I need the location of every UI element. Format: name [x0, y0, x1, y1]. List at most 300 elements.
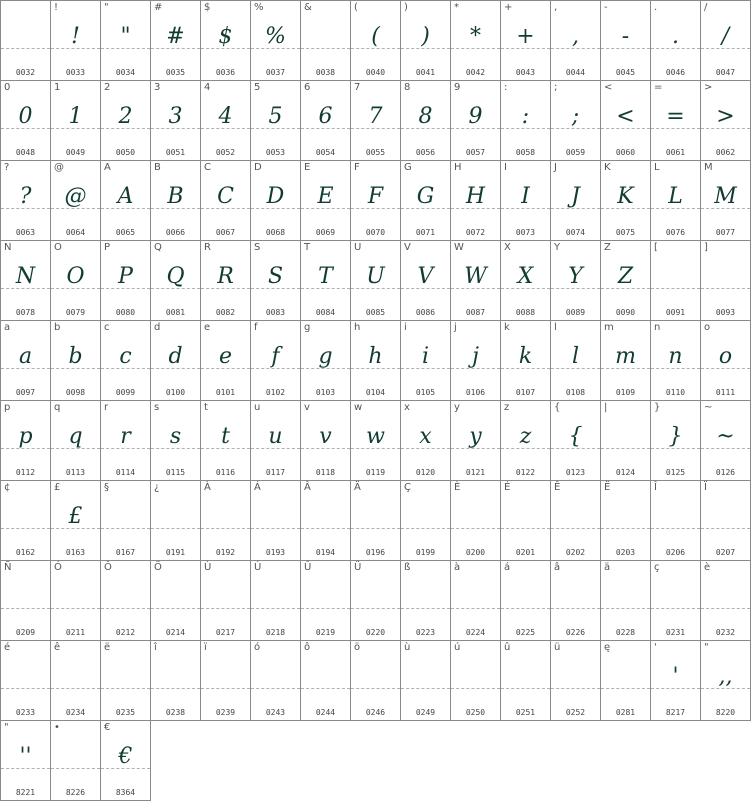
character-code: 0063 — [15, 228, 36, 237]
character-code: 0070 — [365, 228, 386, 237]
handwritten-glyph: ) — [421, 24, 430, 49]
character-label: ! — [54, 2, 59, 13]
handwritten-glyph: ; — [571, 104, 580, 129]
handwritten-glyph: U — [366, 264, 385, 289]
glyph-cell — [250, 240, 301, 321]
handwritten-glyph: X — [517, 264, 534, 289]
character-code: 0193 — [265, 548, 286, 557]
character-code: 0214 — [165, 628, 186, 637]
handwritten-glyph — [1, 575, 50, 619]
glyph-cell — [300, 640, 351, 721]
character-code: 0088 — [515, 308, 536, 317]
character-label: ¢ — [4, 482, 11, 493]
character-code: 0115 — [165, 468, 186, 477]
character-code: 0056 — [415, 148, 436, 157]
glyph-cell — [150, 240, 201, 321]
character-code: 0281 — [615, 708, 636, 717]
character-label: a — [4, 322, 11, 333]
character-code: 0079 — [65, 308, 86, 317]
glyph-cell — [700, 480, 751, 561]
handwritten-glyph: B — [167, 184, 184, 209]
character-code: 0251 — [515, 708, 536, 717]
handwritten-glyph: 9 — [468, 104, 483, 129]
character-code: 0049 — [65, 148, 86, 157]
glyph-cell — [250, 560, 301, 641]
handwritten-glyph: 7 — [368, 104, 383, 129]
glyph-cell — [350, 640, 401, 721]
character-label: M — [704, 162, 713, 173]
character-code: 0194 — [315, 548, 336, 557]
character-code: 0120 — [415, 468, 436, 477]
character-code: 0126 — [715, 468, 736, 477]
glyph-cell — [400, 160, 451, 241]
character-label: ; — [554, 82, 558, 93]
handwritten-glyph — [201, 655, 250, 699]
character-label: Z — [604, 242, 611, 253]
character-label: ę — [604, 642, 611, 653]
glyph-cell — [50, 720, 101, 801]
character-label: ó — [254, 642, 261, 653]
character-code: 0086 — [415, 308, 436, 317]
glyph-cell — [200, 240, 251, 321]
handwritten-glyph: K — [617, 184, 634, 209]
handwritten-glyph — [601, 415, 650, 459]
glyph-cell — [200, 80, 251, 161]
handwritten-glyph: w — [366, 424, 385, 449]
glyph-cell — [550, 480, 601, 561]
glyph-cell — [550, 400, 601, 481]
handwritten-glyph: Z — [617, 264, 634, 289]
character-label: V — [404, 242, 411, 253]
handwritten-glyph — [251, 655, 300, 699]
character-code: 0050 — [115, 148, 136, 157]
character-code: 0235 — [115, 708, 136, 717]
glyph-cell — [150, 0, 201, 81]
character-label: 7 — [354, 82, 361, 93]
glyph-cell — [700, 320, 751, 401]
handwritten-glyph: M — [714, 184, 737, 209]
character-label: h — [354, 322, 361, 333]
glyph-cell — [50, 640, 101, 721]
character-code: 0071 — [415, 228, 436, 237]
character-code: 0034 — [115, 68, 136, 77]
character-code: 0231 — [665, 628, 686, 637]
glyph-cell — [0, 240, 51, 321]
character-label: Ä — [354, 482, 361, 493]
character-label: , — [554, 2, 558, 13]
character-code: 0069 — [315, 228, 336, 237]
character-label: è — [704, 562, 711, 573]
character-code: 0033 — [65, 68, 86, 77]
character-label: ë — [104, 642, 111, 653]
character-code: 0046 — [665, 68, 686, 77]
character-label: Ú — [254, 562, 262, 573]
handwritten-glyph: S — [267, 264, 284, 289]
character-code: 0226 — [565, 628, 586, 637]
character-code: 0072 — [465, 228, 486, 237]
handwritten-glyph: Y — [568, 264, 583, 289]
glyph-cell — [650, 0, 701, 81]
handwritten-glyph: E — [317, 184, 334, 209]
character-label: c — [104, 322, 110, 333]
character-code: 0209 — [15, 628, 36, 637]
glyph-cell — [250, 0, 301, 81]
handwritten-glyph — [151, 575, 200, 619]
glyph-cell — [300, 0, 351, 81]
character-code: 0125 — [665, 468, 686, 477]
handwritten-glyph: t — [221, 424, 230, 449]
glyph-cell — [150, 400, 201, 481]
character-code: 0085 — [365, 308, 386, 317]
character-label: # — [154, 2, 163, 13]
character-label: £ — [54, 482, 61, 493]
glyph-cell — [0, 80, 51, 161]
glyph-cell — [450, 560, 501, 641]
handwritten-glyph — [551, 495, 600, 539]
handwritten-glyph: H — [465, 184, 486, 209]
character-code: 0196 — [365, 548, 386, 557]
glyph-cell — [450, 240, 501, 321]
glyph-cell — [400, 560, 451, 641]
glyph-cell — [300, 80, 351, 161]
character-label: C — [204, 162, 211, 173]
glyph-cell — [550, 80, 601, 161]
character-label: d — [154, 322, 161, 333]
character-label: A — [104, 162, 111, 173]
handwritten-glyph — [651, 495, 700, 539]
character-label: 9 — [454, 82, 461, 93]
glyph-cell — [450, 0, 501, 81]
handwritten-glyph — [201, 575, 250, 619]
handwritten-glyph — [601, 655, 650, 699]
handwritten-glyph: c — [119, 344, 132, 369]
character-label: N — [4, 242, 12, 253]
handwritten-glyph — [451, 655, 500, 699]
character-label: Ç — [404, 482, 411, 493]
handwritten-glyph — [1, 655, 50, 699]
character-code: 0097 — [15, 388, 36, 397]
glyph-cell — [200, 560, 251, 641]
glyph-cell — [50, 480, 101, 561]
glyph-cell — [100, 240, 151, 321]
character-code: 0075 — [615, 228, 636, 237]
character-label: l — [554, 322, 557, 333]
glyph-cell — [400, 240, 451, 321]
handwritten-glyph: r — [120, 424, 131, 449]
character-label: p — [4, 402, 11, 413]
glyph-cell — [450, 160, 501, 241]
character-code: 0218 — [265, 628, 286, 637]
glyph-cell — [650, 400, 701, 481]
glyph-cell — [200, 640, 251, 721]
glyph-cell — [150, 320, 201, 401]
character-code: 0167 — [115, 548, 136, 557]
character-code: 0087 — [465, 308, 486, 317]
handwritten-glyph — [101, 495, 150, 539]
character-label: Ë — [604, 482, 611, 493]
character-code: 0118 — [315, 468, 336, 477]
character-label: z — [504, 402, 510, 413]
character-code: 0099 — [115, 388, 136, 397]
character-label: R — [204, 242, 211, 253]
handwritten-glyph: 2 — [118, 104, 133, 129]
character-code: 0058 — [515, 148, 536, 157]
glyph-cell — [150, 560, 201, 641]
character-code: 0114 — [115, 468, 136, 477]
character-label: W — [454, 242, 464, 253]
character-label: 6 — [304, 82, 311, 93]
glyph-cell — [50, 400, 101, 481]
character-label: B — [154, 162, 161, 173]
glyph-cell — [50, 160, 101, 241]
character-code: 0162 — [15, 548, 36, 557]
character-label: " — [4, 722, 9, 733]
character-label: È — [454, 482, 461, 493]
character-code: 0036 — [215, 68, 236, 77]
glyph-cell — [150, 160, 201, 241]
character-code: 0044 — [565, 68, 586, 77]
handwritten-glyph: J — [571, 184, 580, 209]
character-code: 0047 — [715, 68, 736, 77]
glyph-cell — [400, 480, 451, 561]
character-label: j — [454, 322, 457, 333]
glyph-cell — [350, 160, 401, 241]
glyph-cell — [350, 80, 401, 161]
glyph-cell — [400, 0, 451, 81]
handwritten-glyph: 5 — [268, 104, 283, 129]
character-label: 8 — [404, 82, 411, 93]
glyph-cell — [400, 80, 451, 161]
handwritten-glyph: e — [218, 344, 233, 369]
character-label: $ — [204, 2, 211, 13]
handwritten-glyph: # — [166, 24, 185, 49]
character-label: { — [554, 402, 561, 413]
character-code: 8364 — [115, 788, 136, 797]
glyph-cell — [100, 720, 151, 801]
character-label: x — [404, 402, 410, 413]
character-code: 0066 — [165, 228, 186, 237]
handwritten-glyph: W — [464, 264, 487, 289]
handwritten-glyph: p — [18, 424, 33, 449]
glyph-cell — [0, 560, 51, 641]
glyph-cell — [600, 160, 651, 241]
character-code: 0103 — [315, 388, 336, 397]
character-code: 0077 — [715, 228, 736, 237]
glyph-cell — [0, 480, 51, 561]
handwritten-glyph: 6 — [318, 104, 333, 129]
handwritten-glyph: 0 — [18, 104, 33, 129]
character-code: 0207 — [715, 548, 736, 557]
character-code: 0035 — [165, 68, 186, 77]
glyph-cell — [150, 480, 201, 561]
character-code: 0041 — [415, 68, 436, 77]
character-label: b — [54, 322, 61, 333]
character-label: 0 — [4, 82, 11, 93]
character-label: + — [504, 2, 513, 13]
character-code: 0203 — [615, 548, 636, 557]
character-label: . — [654, 2, 658, 13]
character-label: 5 — [254, 82, 261, 93]
glyph-cell — [0, 400, 51, 481]
glyph-cell — [650, 560, 701, 641]
handwritten-glyph: g — [318, 344, 333, 369]
character-label: û — [504, 642, 511, 653]
glyph-cell — [550, 0, 601, 81]
character-label: € — [104, 722, 111, 733]
glyph-cell — [300, 160, 351, 241]
character-label: ü — [554, 642, 561, 653]
character-code: 0108 — [565, 388, 586, 397]
character-label: F — [354, 162, 360, 173]
character-code: 0246 — [365, 708, 386, 717]
character-code: 0249 — [415, 708, 436, 717]
handwritten-glyph: y — [469, 424, 482, 449]
handwritten-glyph — [1, 15, 50, 59]
character-code: 0220 — [365, 628, 386, 637]
handwritten-glyph: ~ — [716, 424, 735, 449]
glyph-cell — [200, 480, 251, 561]
handwritten-glyph: z — [519, 424, 532, 449]
glyph-cell — [350, 480, 401, 561]
handwritten-glyph — [301, 495, 350, 539]
glyph-cell — [50, 560, 101, 641]
character-label: H — [454, 162, 462, 173]
character-code: 0065 — [115, 228, 136, 237]
handwritten-glyph: * — [470, 24, 481, 49]
character-label: ' — [654, 642, 657, 653]
character-label: ä — [604, 562, 611, 573]
character-label: ] — [704, 242, 708, 253]
glyph-cell — [500, 240, 551, 321]
character-label: É — [504, 482, 511, 493]
character-code: 0038 — [315, 68, 336, 77]
character-label: e — [204, 322, 211, 333]
handwritten-glyph: £ — [68, 504, 83, 529]
character-label: [ — [654, 242, 658, 253]
character-label: < — [604, 82, 613, 93]
glyph-cell — [150, 640, 201, 721]
handwritten-glyph: + — [516, 24, 535, 49]
glyph-cell — [700, 400, 751, 481]
glyph-cell — [200, 0, 251, 81]
glyph-cell — [100, 480, 151, 561]
character-label: E — [304, 162, 311, 173]
handwritten-glyph: k — [518, 344, 533, 369]
character-label: ? — [4, 162, 10, 173]
character-label: ú — [454, 642, 461, 653]
glyph-cell — [100, 560, 151, 641]
glyph-cell — [500, 560, 551, 641]
character-code: 0052 — [215, 148, 236, 157]
character-label: y — [454, 402, 460, 413]
character-code: 0234 — [65, 708, 86, 717]
character-code: 0233 — [15, 708, 36, 717]
character-label: 3 — [154, 82, 161, 93]
glyph-cell — [400, 640, 451, 721]
character-code: 0217 — [215, 628, 236, 637]
glyph-cell — [550, 640, 601, 721]
glyph-cell — [450, 480, 501, 561]
handwritten-glyph: € — [118, 744, 133, 769]
character-code: 0250 — [465, 708, 486, 717]
handwritten-glyph: n — [668, 344, 683, 369]
handwritten-glyph: o — [718, 344, 733, 369]
glyph-cell — [300, 480, 351, 561]
handwritten-glyph: @ — [64, 184, 87, 209]
character-label: ê — [54, 642, 61, 653]
character-label: f — [254, 322, 258, 333]
character-label: & — [304, 2, 312, 13]
character-code: 0089 — [565, 308, 586, 317]
character-label: Ü — [354, 562, 362, 573]
handwritten-glyph: h — [368, 344, 383, 369]
character-code: 0232 — [715, 628, 736, 637]
character-label: Â — [304, 482, 311, 493]
handwritten-glyph — [251, 575, 300, 619]
character-code: 0090 — [615, 308, 636, 317]
character-code: 0068 — [265, 228, 286, 237]
glyph-cell — [500, 480, 551, 561]
character-code: 0219 — [315, 628, 336, 637]
character-label: 2 — [104, 82, 111, 93]
character-label: % — [254, 2, 264, 13]
handwritten-glyph: T — [318, 264, 333, 289]
character-label: ) — [404, 2, 408, 13]
handwritten-glyph: 3 — [168, 104, 183, 129]
handwritten-glyph: $ — [218, 24, 233, 49]
character-code: 0223 — [415, 628, 436, 637]
character-code: 0199 — [415, 548, 436, 557]
handwritten-glyph: P — [118, 264, 133, 289]
character-code: 0091 — [665, 308, 686, 317]
character-code: 0067 — [215, 228, 236, 237]
glyph-cell — [500, 320, 551, 401]
glyph-cell — [200, 400, 251, 481]
handwritten-glyph: = — [666, 104, 685, 129]
glyph-cell — [650, 480, 701, 561]
character-code: 0112 — [15, 468, 36, 477]
handwritten-glyph — [151, 495, 200, 539]
glyph-cell — [0, 0, 51, 81]
character-code: 0212 — [115, 628, 136, 637]
character-label: ç — [654, 562, 660, 573]
glyph-cell — [400, 400, 451, 481]
glyph-cell — [300, 560, 351, 641]
handwritten-glyph: b — [68, 344, 83, 369]
character-label: â — [554, 562, 561, 573]
character-label: X — [504, 242, 511, 253]
glyph-cell — [550, 320, 601, 401]
handwritten-glyph: ? — [19, 184, 32, 209]
glyph-cell — [600, 80, 651, 161]
handwritten-glyph — [101, 655, 150, 699]
character-label: ß — [404, 562, 411, 573]
character-label: ï — [204, 642, 207, 653]
character-label: / — [704, 2, 708, 13]
handwritten-glyph: D — [266, 184, 285, 209]
handwritten-glyph: A — [117, 184, 134, 209]
handwritten-glyph: , — [572, 24, 579, 49]
handwritten-glyph: O — [66, 264, 85, 289]
glyph-cell — [450, 80, 501, 161]
glyph-cell — [50, 80, 101, 161]
handwritten-glyph — [551, 575, 600, 619]
character-code: 0163 — [65, 548, 86, 557]
handwritten-glyph — [701, 575, 750, 619]
character-code: 0053 — [265, 148, 286, 157]
character-code: 0225 — [515, 628, 536, 637]
character-code: 0062 — [715, 148, 736, 157]
